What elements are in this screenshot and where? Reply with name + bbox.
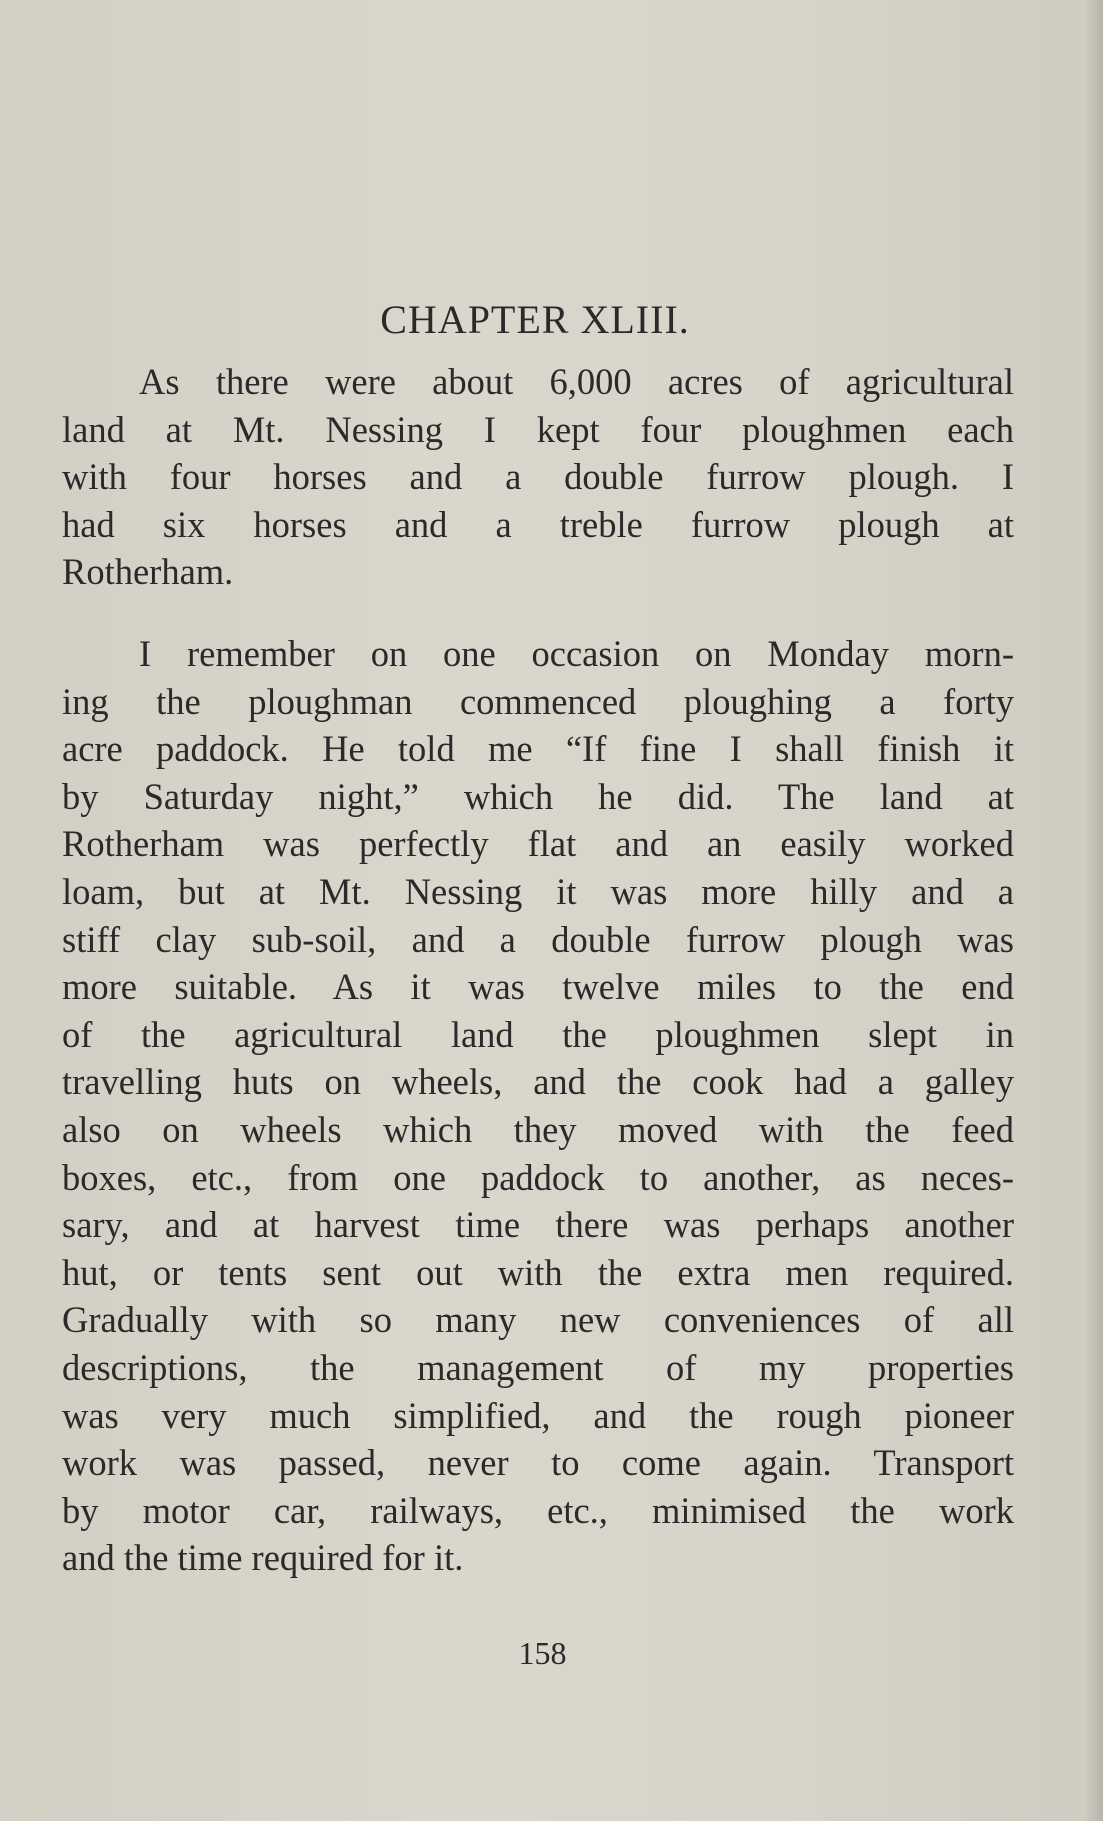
text-line: travelling huts on wheels, and the cook had a galley — [62, 1061, 1014, 1103]
text-line: with four horses and a double furrow plough. I — [62, 456, 1014, 498]
text-line: As there were about 6,000 acres of agricultural — [139, 361, 1014, 402]
text-line: land at Mt. Nessing I kept four ploughmen each — [62, 408, 1014, 450]
text-line: Rotherham was perfectly flat and an easily worked — [62, 823, 1014, 865]
text-line: loam, but at Mt. Nessing it was more hilly and a — [62, 870, 1014, 912]
text-line: stiff clay sub-soil, and a double furrow plough was — [62, 918, 1014, 960]
text-line: acre paddock. He told me “If fine I shall finish it — [62, 728, 1014, 770]
text-line: I remember on one occasion on Monday morn- — [139, 633, 1014, 674]
text-line: by motor car, railways, etc., minimised the work — [62, 1489, 1014, 1531]
text-line: by Saturday night,” which he did. The land at — [62, 775, 1014, 817]
text-line: also on wheels which they moved with the feed — [62, 1108, 1014, 1150]
chapter-title: CHAPTER XLIII. — [380, 297, 690, 342]
page-edge-shadow — [1085, 0, 1103, 1821]
text-line: more suitable. As it was twelve miles to the end — [62, 966, 1014, 1008]
paragraph-2 — [62, 630, 1014, 1582]
text-line: and the time required for it. — [62, 1537, 464, 1579]
text-line: sary, and at harvest time there was perhaps another — [62, 1204, 1014, 1246]
page-number: 158 — [518, 1635, 567, 1671]
text-line: was very much simplified, and the rough pioneer — [62, 1394, 1014, 1436]
text-line: hut, or tents sent out with the extra men required. — [62, 1251, 1014, 1293]
text-line: descriptions, the management of my properties — [62, 1346, 1014, 1388]
text-line: boxes, etc., from one paddock to another, as neces- — [62, 1156, 1014, 1198]
text-line: Gradually with so many new conveniences of all — [62, 1299, 1014, 1341]
text-line: Rotherham. — [62, 551, 234, 593]
paragraph-1 — [62, 358, 1014, 596]
text-line: of the agricultural land the ploughmen slept in — [62, 1013, 1014, 1055]
text-line: ing the ploughman commenced ploughing a forty — [62, 680, 1014, 722]
text-line: had six horses and a treble furrow plough at — [62, 503, 1014, 545]
text-line: work was passed, never to come again. Transport — [62, 1442, 1014, 1484]
